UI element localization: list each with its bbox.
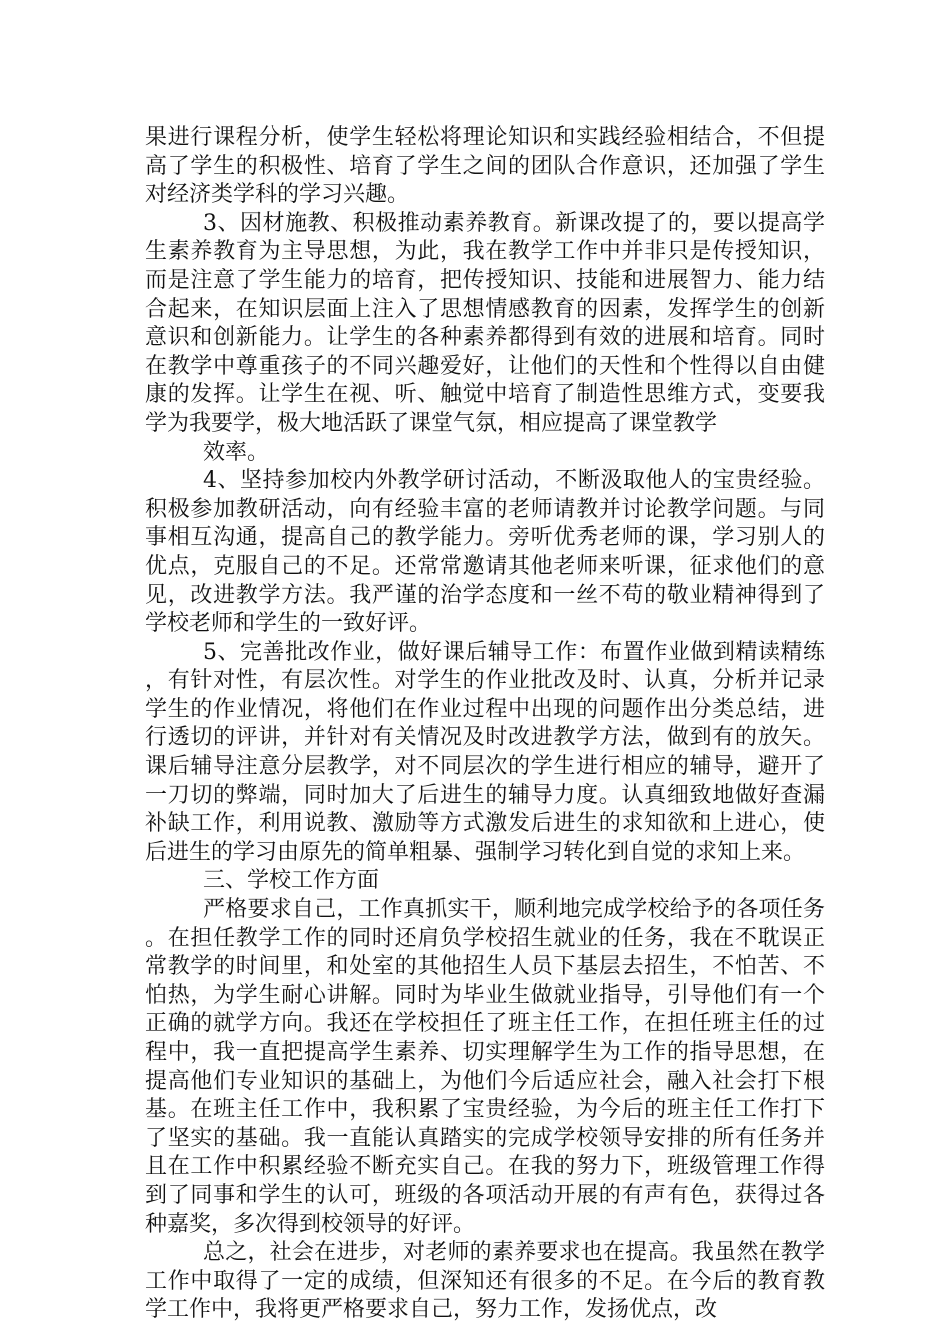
paragraph-item-3-quality-education: 3、因材施教、积极推动素养教育。新课改提了的，要以提高学生素养教育为主导思想，为此，我在教学工作中并非只是传授知识，而是注意了学生能力的培育，把传授知识、技能和进展智力、能力结合起来，在知识层面上注入了思想情感教育的因素，发挥学生的创新意识和创新能力。让学生的各种素养都得到有效的进展和培育。同时在教学中尊重孩子的不同兴趣爱好，让他们的天性和个性得以自由健康的发挥。让学生在视、听、触觉中培育了制造性思维方式，变要我学为我要学，极大地活跃了课堂气氛，相应提高了课堂教学	[145, 210, 825, 436]
paragraph-conclusion: 总之，社会在进步，对老师的素养要求也在提高。我虽然在教学工作中取得了一定的成绩，但深知还有很多的不足。在今后的教育教学工作中，我将更严格要求自己，努力工作，发扬优点，改	[145, 1240, 825, 1323]
document-page	[145, 124, 825, 1325]
paragraph-continued-course-analysis: 果进行课程分析，使学生轻松将理论知识和实践经验相结合，不但提高了学生的积极性、培育了学生之间的团队合作意识，还加强了学生对经济类学科的学习兴趣。	[145, 125, 825, 208]
section-heading-school-work: 三、学校工作方面	[203, 868, 380, 894]
paragraph-item-5-homework-tutoring: 5、完善批改作业，做好课后辅导工作：布置作业做到精读精练，有针对性，有层次性。对学生的作业批改及时、认真，分析并记录学生的作业情况，将他们在作业过程中出现的问题作出分类总结，进行透切的评讲，并针对有关情况及时改进教学方法，做到有的放矢。课后辅导注意分层教学，对不同层次的学生进行相应的辅导，避开了一刀切的弊端，同时加大了后进生的辅导力度。认真细致地做好查漏补缺工作，利用说教、激励等方式激发后进生的求知欲和上进心，使后进生的学习由原先的简单粗暴、强制学习转化到自觉的求知上来。	[145, 639, 825, 865]
paragraph-item-4-teaching-research: 4、坚持参加校内外教学研讨活动，不断汲取他人的宝贵经验。积极参加教研活动，向有经验丰富的老师请教并讨论教学问题。与同事相互沟通，提高自己的教学能力。旁听优秀老师的课，学习别人的优点，克服自己的不足。还常常邀请其他老师来听课，征求他们的意见，改进教学方法。我严谨的治学态度和一丝不苟的敬业精神得到了学校老师和学生的一致好评。	[145, 468, 825, 637]
paragraph-school-work-details: 严格要求自己，工作真抓实干，顺利地完成学校给予的各项任务。在担任教学工作的同时还肩负学校招生就业的任务，我在不耽误正常教学的时间里，和处室的其他招生人员下基层去招生，不怕苦、不怕热，为学生耐心讲解。同时为毕业生做就业指导，引导他们有一个正确的就学方向。我还在学校担任了班主任工作，在担任班主任的过程中，我一直把提高学生素养、切实理解学生为工作的指导思想，在提高他们专业知识的基础上，为他们今后适应社会，融入社会打下根基。在班主任工作中，我积累了宝贵经验，为今后的班主任工作打下了坚实的基础。我一直能认真踏实的完成学校领导安排的所有任务并且在工作中积累经验不断充实自己。在我的努力下，班级管理工作得到了同事和学生的认可，班级的各项活动开展的有声有色，获得过各种嘉奖，多次得到校领导的好评。	[145, 897, 825, 1237]
paragraph-efficiency-fragment: 效率。	[203, 439, 270, 465]
